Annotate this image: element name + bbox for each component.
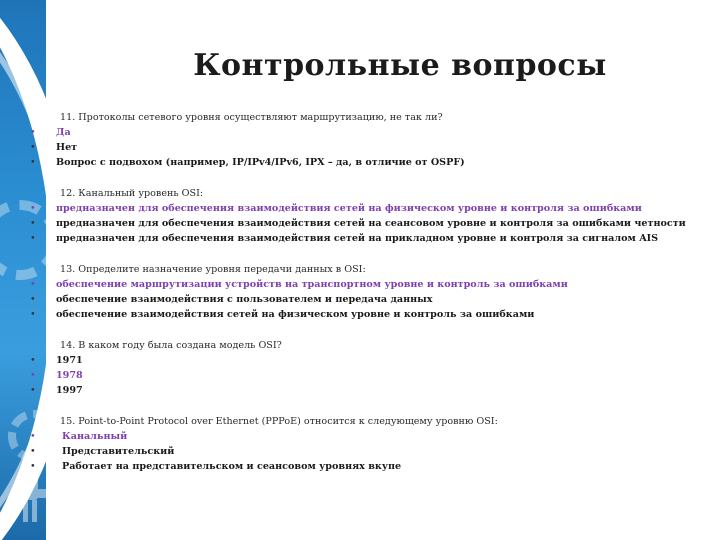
answer-text: Представительский (62, 446, 175, 457)
slide-title: Контрольные вопросы (193, 48, 607, 83)
answer-list (30, 201, 705, 246)
answer-list (30, 125, 705, 170)
answer-item: • 1978 (30, 368, 705, 383)
question-text: 15. Point-to-Point Protocol over Ethernet (PPPoE) относится к следующему уровню OSI: (60, 416, 498, 427)
question-block (30, 414, 705, 474)
answer-text: Канальный (62, 431, 128, 442)
answer-item: • обеспечение взаимодействия сетей на физическом уровне и контроль за ошибками (30, 307, 705, 322)
answer-text: Работает на представительском и сеансовом уровнях вкупе (62, 461, 402, 472)
answer-item: • предназначен для обеспечения взаимодействия сетей на сеансовом уровне и контроля за ошибками четности (30, 216, 705, 231)
question-block (30, 110, 705, 170)
question-block (30, 338, 705, 398)
answer-item: • Нет (30, 140, 705, 155)
answer-item: • 1971 (30, 353, 705, 368)
answer-item: • предназначен для обеспечения взаимодействия сетей на прикладном уровне и контроля за сигналом AIS (30, 231, 705, 246)
answer-item (30, 429, 705, 444)
question-block (30, 186, 705, 246)
questions-list (30, 110, 705, 490)
answer-item: • обеспечение взаимодействия с пользователем и передача данных (30, 292, 705, 307)
question-text: 14. В каком году была создана модель OSI? (60, 340, 282, 351)
answer-item: • Вопрос с подвохом (например, IP/IPv4/IPv6, IPX – да, в отличие от OSPF) (30, 155, 705, 170)
answer-list (30, 277, 705, 322)
answer-item (30, 459, 705, 474)
answer-list (30, 429, 705, 474)
question-block (30, 262, 705, 322)
answer-list (30, 353, 705, 398)
answer-item: • обеспечение маршрутизации устройств на транспортном уровне и контроль за ошибками (30, 277, 705, 292)
question-text: 11. Протоколы сетевого уровня осуществляют маршрутизацию, не так ли? (60, 112, 443, 123)
answer-item: • предназначен для обеспечения взаимодействия сетей на физическом уровне и контроля за ошибками (30, 201, 705, 216)
question-text: 13. Определите назначение уровня передачи данных в OSI: (60, 264, 366, 275)
answer-item (30, 444, 705, 459)
answer-item: • Да (30, 125, 705, 140)
question-text: 12. Канальный уровень OSI: (60, 188, 204, 199)
answer-item: • 1997 (30, 383, 705, 398)
